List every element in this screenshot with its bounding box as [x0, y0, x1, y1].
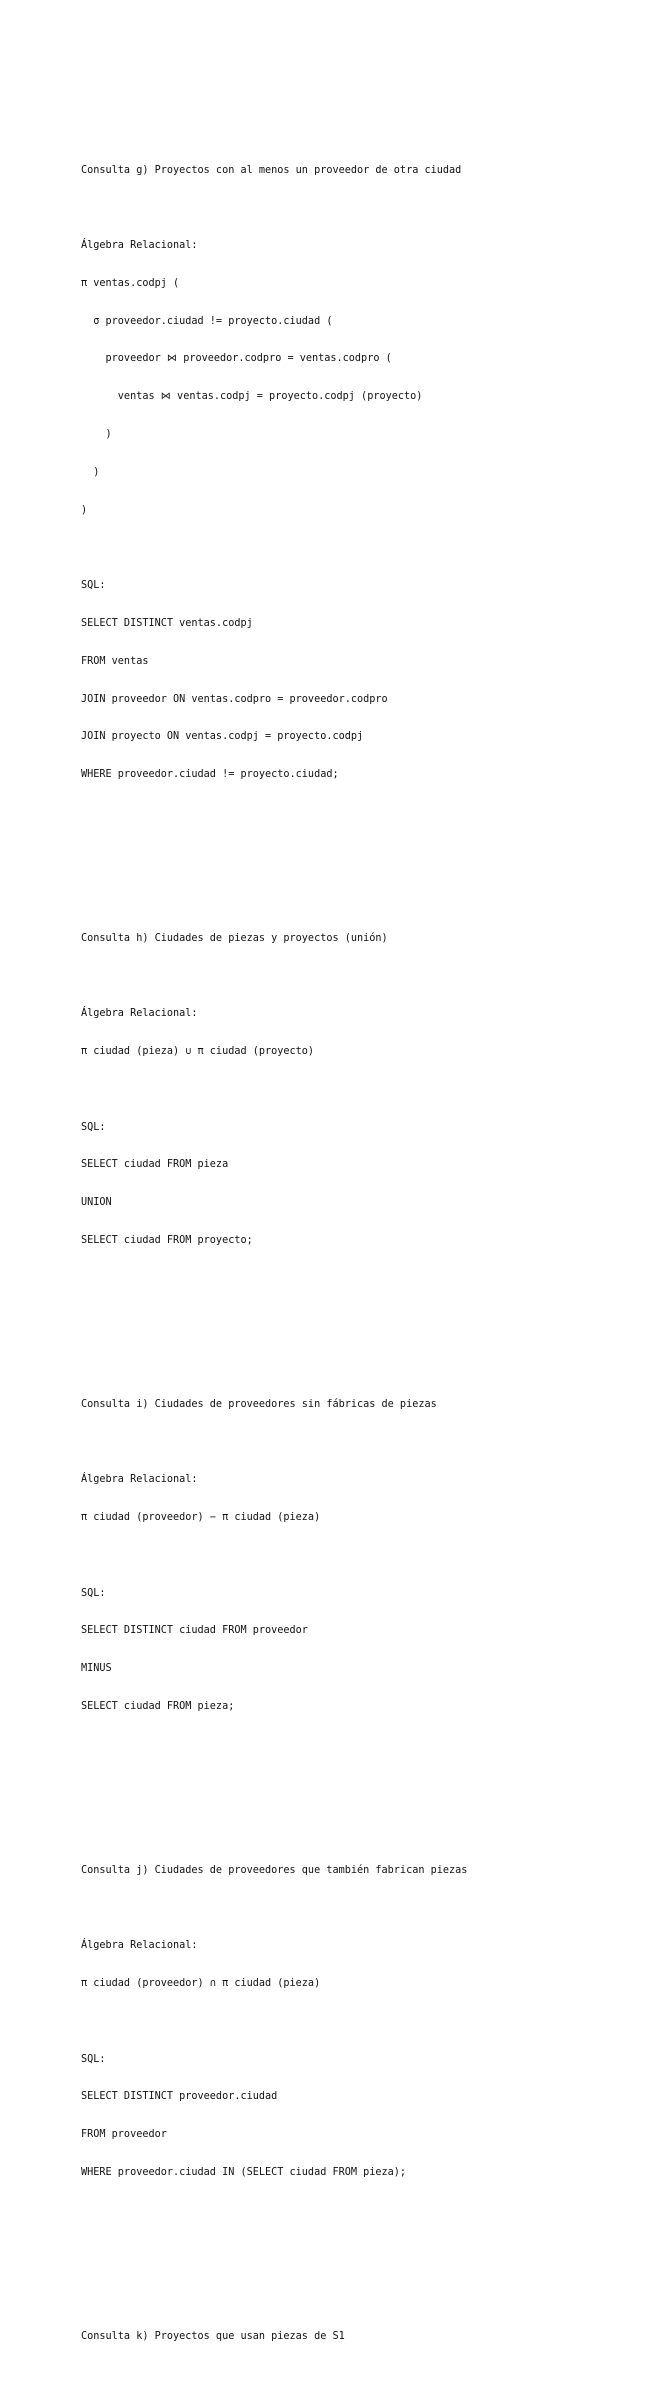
- sql-line: UNION: [81, 1197, 112, 1209]
- algebra-label: Álgebra Relacional:: [81, 1940, 198, 1952]
- section-h: [81, 908, 641, 1273]
- sql-line: JOIN proveedor ON ventas.codpro = proveedor.codpro: [81, 693, 388, 705]
- sql-line: MINUS: [81, 1663, 112, 1675]
- section-title: Consulta g) Proyectos con al menos un proveedor de otra ciudad: [81, 164, 462, 176]
- algebra-line: π ventas.codpj (: [81, 277, 180, 289]
- section-j: [81, 1840, 641, 2205]
- algebra-line: π ciudad (pieza) ∪ π ciudad (proyecto): [81, 1046, 315, 1058]
- sql-line: SELECT ciudad FROM pieza: [81, 1159, 229, 1171]
- sql-line: SELECT DISTINCT ciudad FROM proveedor: [81, 1625, 308, 1637]
- algebra-line: ): [81, 429, 112, 441]
- sql-line: SELECT ciudad FROM proyecto;: [81, 1235, 253, 1247]
- sql-line: JOIN proyecto ON ventas.codpj = proyecto.codpj: [81, 731, 364, 743]
- algebra-line: π ciudad (proveedor) ∩ π ciudad (pieza): [81, 1978, 321, 1990]
- section-k: [81, 2306, 641, 2369]
- section-i: [81, 1374, 641, 1739]
- algebra-line: π ciudad (proveedor) − π ciudad (pieza): [81, 1512, 321, 1524]
- algebra-line: ): [81, 466, 100, 478]
- algebra-line: ventas ⋈ ventas.codpj = proyecto.codpj (proyecto): [81, 391, 423, 403]
- section-g: [81, 139, 641, 806]
- document-page: [81, 89, 641, 2381]
- sql-line: FROM ventas: [81, 655, 149, 667]
- sql-line: SELECT DISTINCT proveedor.ciudad: [81, 2091, 278, 2103]
- section-title: Consulta i) Ciudades de proveedores sin fábricas de piezas: [81, 1398, 437, 1410]
- sql-label: SQL:: [81, 2053, 106, 2065]
- algebra-label: Álgebra Relacional:: [81, 240, 198, 252]
- sql-line: SELECT DISTINCT ventas.codpj: [81, 617, 253, 629]
- sql-label: SQL:: [81, 580, 106, 592]
- algebra-line: proveedor ⋈ proveedor.codpro = ventas.codpro (: [81, 353, 392, 365]
- algebra-line: σ proveedor.ciudad != proyecto.ciudad (: [81, 315, 333, 327]
- sql-line: WHERE proveedor.ciudad != proyecto.ciudad;: [81, 769, 339, 781]
- algebra-line: ): [81, 504, 88, 516]
- section-title: Consulta h) Ciudades de piezas y proyectos (unión): [81, 932, 388, 944]
- section-title: Consulta k) Proyectos que usan piezas de S1: [81, 2330, 345, 2342]
- sql-label: SQL:: [81, 1587, 106, 1599]
- sql-line: WHERE proveedor.ciudad IN (SELECT ciudad FROM pieza);: [81, 2166, 407, 2178]
- sql-label: SQL:: [81, 1121, 106, 1133]
- sql-line: FROM proveedor: [81, 2129, 167, 2141]
- sql-line: SELECT ciudad FROM pieza;: [81, 1701, 235, 1712]
- algebra-label: Álgebra Relacional:: [81, 1008, 198, 1020]
- section-title: Consulta j) Ciudades de proveedores que también fabrican piezas: [81, 1864, 468, 1876]
- algebra-label: Álgebra Relacional:: [81, 1474, 198, 1486]
